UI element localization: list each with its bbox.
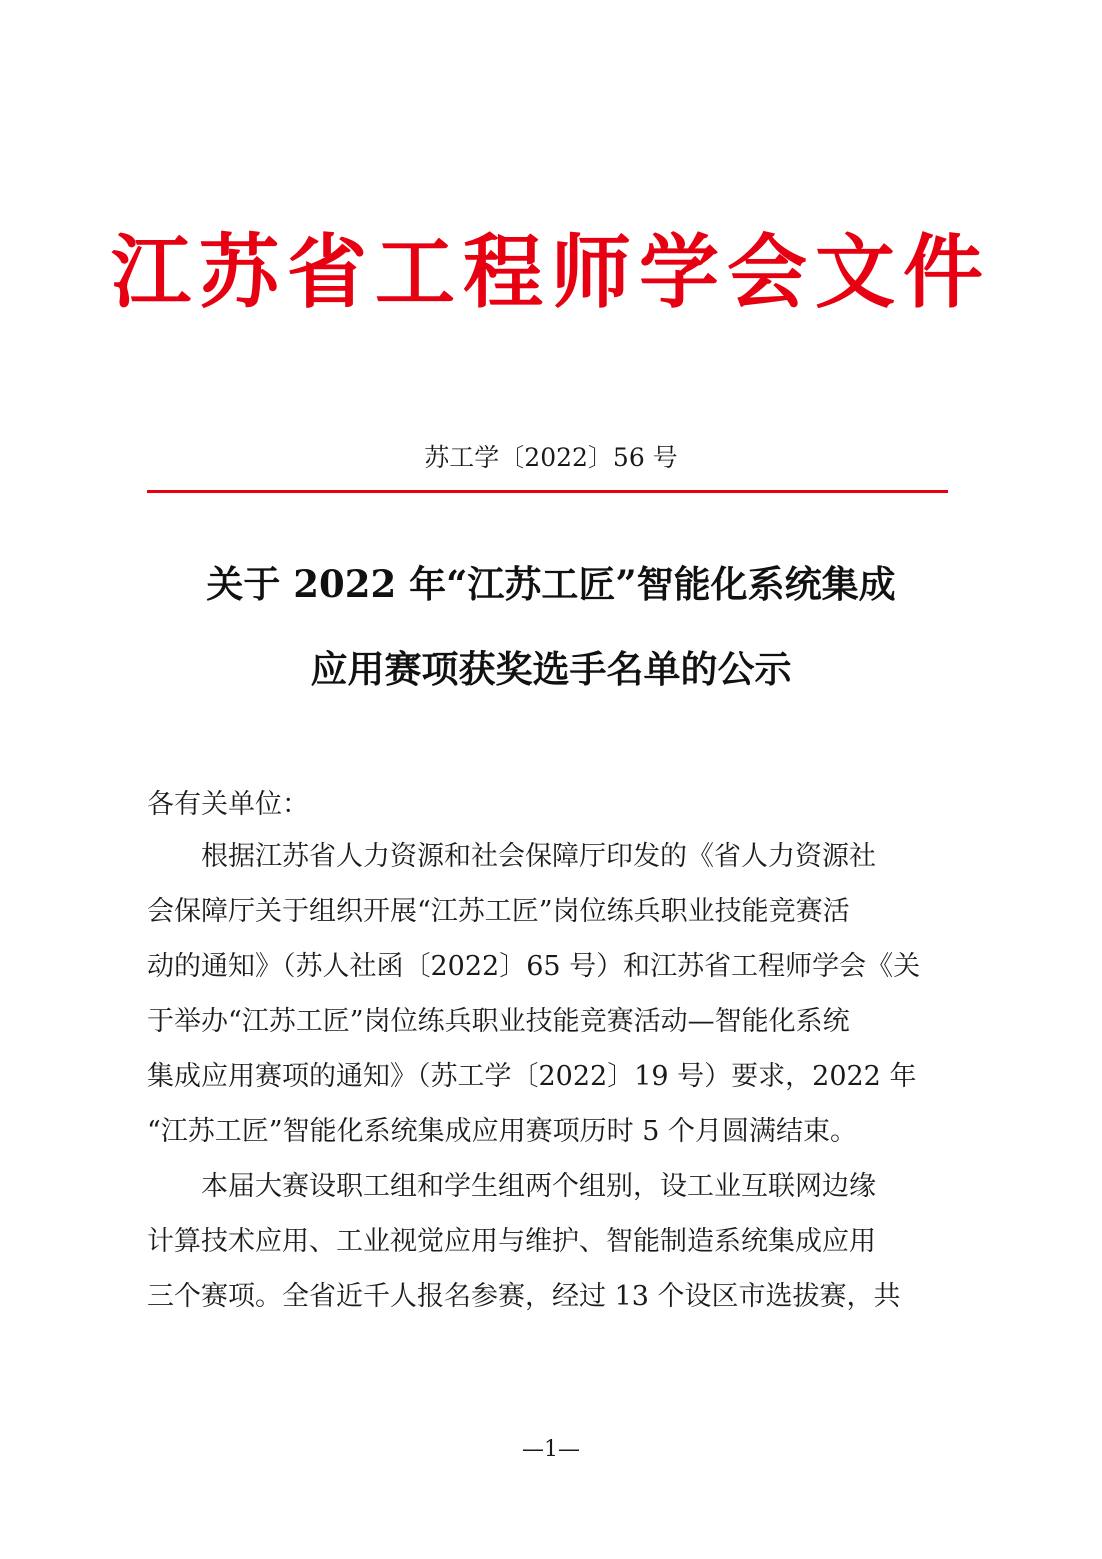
body-line: “江苏工匠”智能化系统集成应用赛项历时 5 个月圆满结束。 (147, 1116, 857, 1147)
salutation: 各有关单位： (147, 789, 309, 820)
notice-title-line-2: 应用赛项获奖选手名单的公示 (310, 647, 792, 691)
body-line: 动的通知》（苏人社函〔2022〕65 号）和江苏省工程师学会《关 (147, 951, 921, 982)
red-divider-rule (147, 490, 948, 493)
body-line: 计算技术应用、工业视觉应用与维护、智能制造系统集成应用 (147, 1226, 876, 1257)
page-number: —1— (522, 1437, 580, 1462)
body-line: 根据江苏省人力资源和社会保障厅印发的《省人力资源社 (147, 841, 876, 872)
body-line: 三个赛项。全省近千人报名参赛，经过 13 个设区市选拔赛，共 (147, 1281, 901, 1312)
body-line: 会保障厅关于组织开展“江苏工匠”岗位练兵职业技能竞赛活 (147, 896, 850, 927)
document-number: 苏工学〔2022〕56 号 (424, 443, 678, 472)
body-line: 于举办“江苏工匠”岗位练兵职业技能竞赛活动—智能化系统 (147, 1006, 850, 1037)
body-line: 集成应用赛项的通知》（苏工学〔2022〕19 号）要求，2022 年 (147, 1061, 917, 1092)
body-line: 本届大赛设职工组和学生组两个组别，设工业互联网边缘 (147, 1171, 876, 1202)
notice-title-line-1: 关于 2022 年“江苏工匠”智能化系统集成 (206, 562, 896, 606)
document-masthead-title: 江苏省工程师学会文件 (111, 226, 991, 319)
